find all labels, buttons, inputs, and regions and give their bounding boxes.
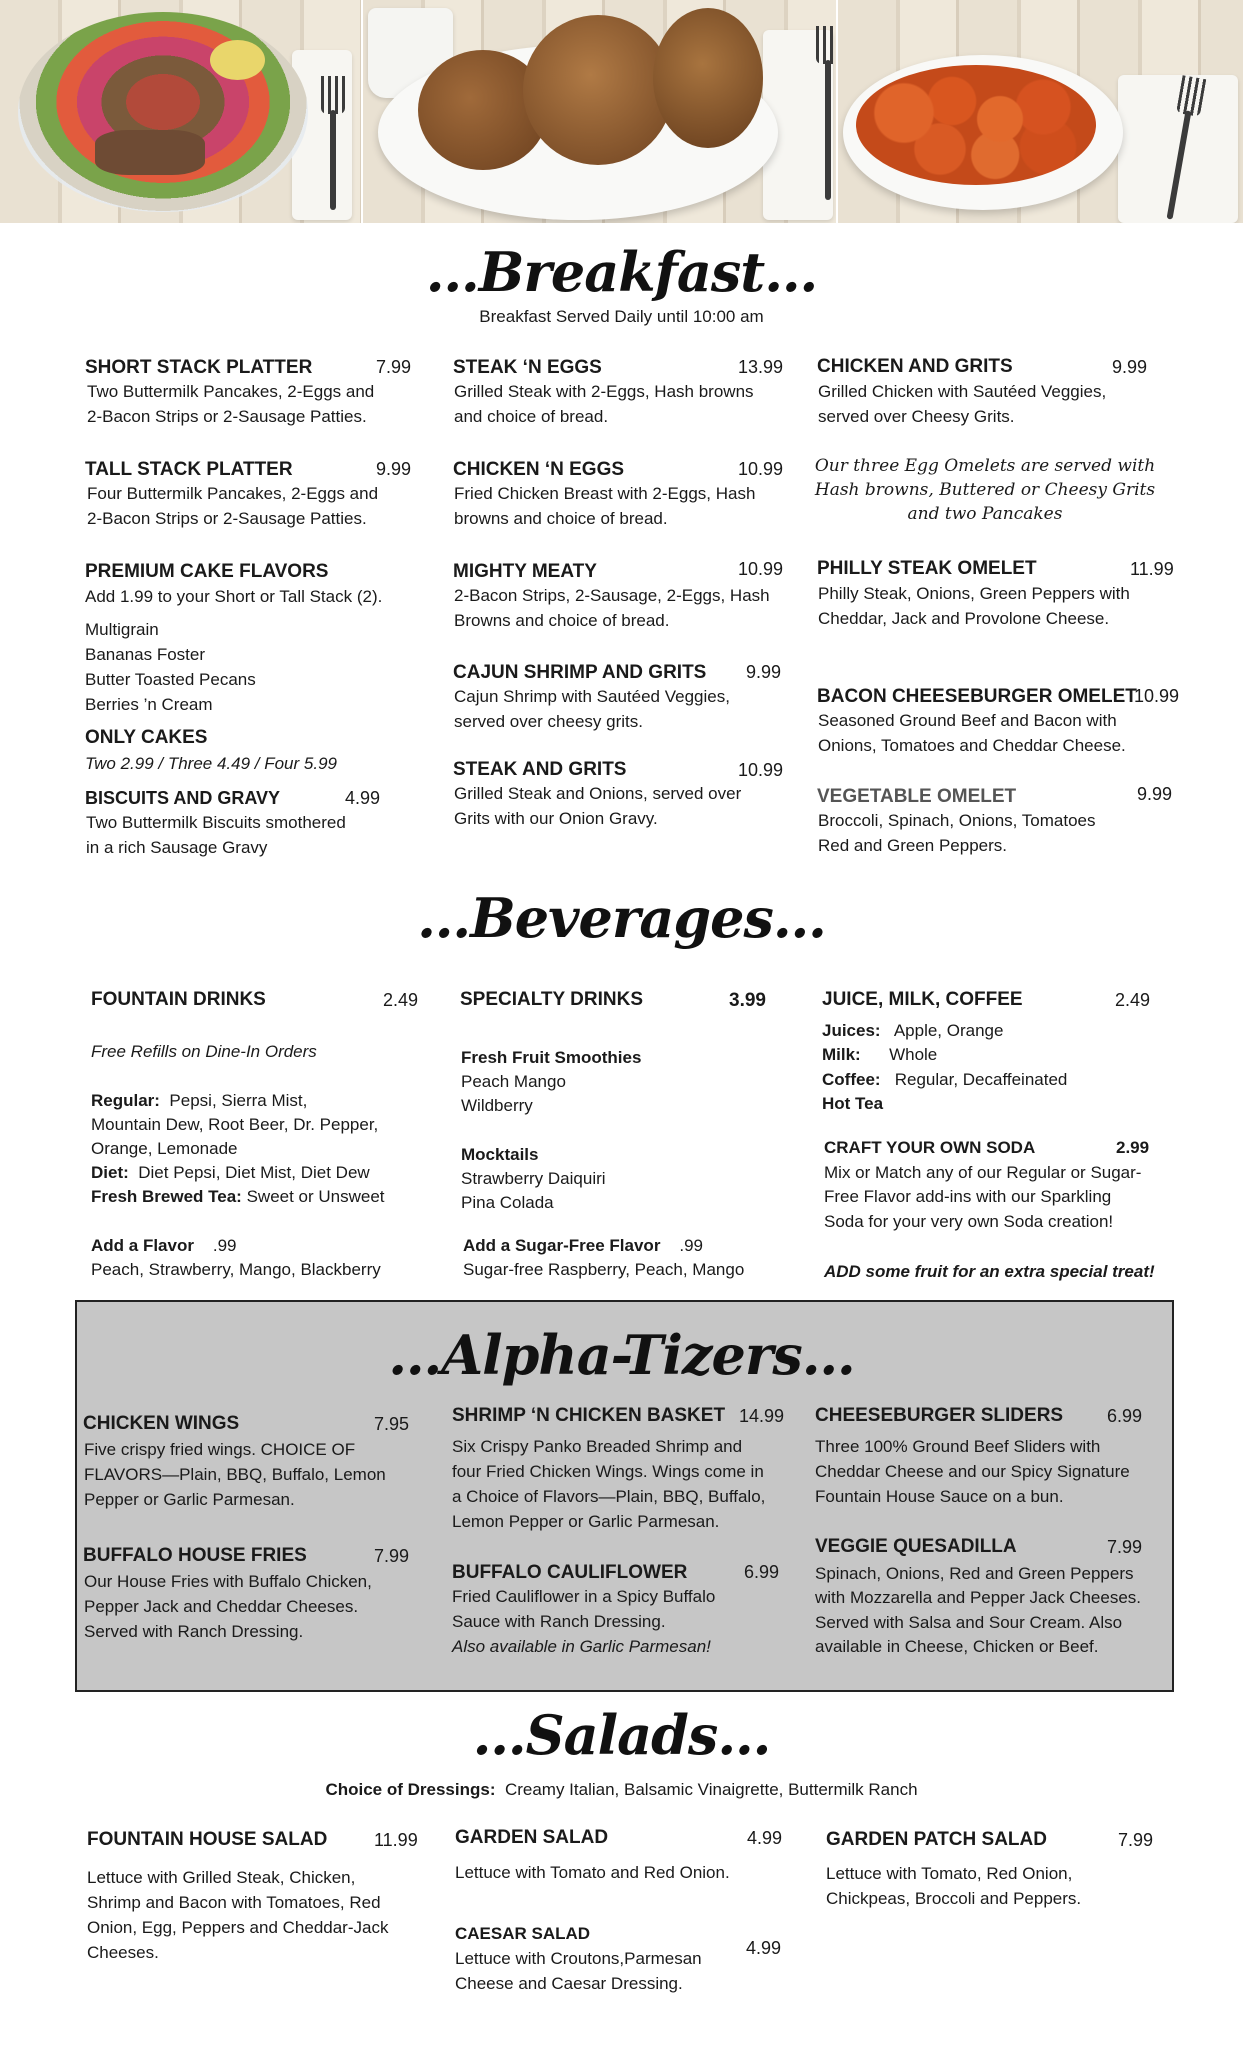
item-desc: Onions, Tomatoes and Cheddar Cheese. bbox=[818, 736, 1126, 755]
coffee-list: Coffee: Regular, Decaffeinated bbox=[822, 1070, 1068, 1089]
alpha-tizers-title: …Alpha-Tizers… bbox=[388, 1323, 855, 1387]
item-desc: Lettuce with Tomato and Red Onion. bbox=[455, 1863, 730, 1882]
item-price: 10.99 bbox=[738, 760, 784, 780]
item-desc: Red and Green Peppers. bbox=[818, 836, 1008, 855]
item-desc: served over Cheesy Grits. bbox=[818, 407, 1015, 426]
item-price: 9.99 bbox=[376, 459, 412, 479]
sugar-free-list: Sugar-free Raspberry, Peach, Mango bbox=[463, 1260, 745, 1279]
item-name: TALL STACK PLATTER bbox=[85, 459, 293, 480]
item-desc: Fried Cauliflower in a Spicy Buffalo bbox=[452, 1587, 716, 1606]
item-desc: Spinach, Onions, Red and Green Peppers bbox=[815, 1564, 1134, 1583]
item-desc: Pepper Jack and Cheddar Cheeses. bbox=[84, 1597, 359, 1616]
item-price: 4.99 bbox=[746, 1938, 782, 1958]
dressings-line: Choice of Dressings: Creamy Italian, Balsamic Vinaigrette, Buttermilk Ranch bbox=[325, 1780, 918, 1799]
item-desc: Soda for your very own Soda creation! bbox=[824, 1212, 1114, 1231]
item-desc: and choice of bread. bbox=[454, 407, 609, 426]
fried-chicken-photo bbox=[363, 0, 835, 223]
item-price: 2.99 bbox=[1116, 1138, 1150, 1157]
item-price: 3.99 bbox=[729, 990, 766, 1011]
item-name: JUICE, MILK, COFFEE bbox=[822, 989, 1023, 1010]
item-price: 10.99 bbox=[1134, 686, 1180, 706]
item-name: FOUNTAIN DRINKS bbox=[91, 989, 266, 1010]
item-desc: 2-Bacon Strips, 2-Sausage, 2-Eggs, Hash bbox=[454, 586, 770, 605]
item-price: 9.99 bbox=[1137, 784, 1173, 804]
milk-list: Milk: Whole bbox=[822, 1045, 938, 1064]
item-desc: four Fried Chicken Wings. Wings come in bbox=[452, 1462, 764, 1481]
flavor-item: Berries ’n Cream bbox=[85, 695, 213, 714]
item-desc: Shrimp and Bacon with Tomatoes, Red bbox=[87, 1893, 381, 1912]
item-name: SPECIALTY DRINKS bbox=[460, 989, 643, 1010]
item-desc: Lettuce with Tomato, Red Onion, bbox=[826, 1864, 1073, 1883]
item-desc: Add 1.99 to your Short or Tall Stack (2). bbox=[85, 587, 383, 606]
beverages-title: …Beverages… bbox=[417, 886, 826, 950]
item-desc: browns and choice of bread. bbox=[454, 509, 668, 528]
regular-list: Mountain Dew, Root Beer, Dr. Pepper, bbox=[91, 1115, 379, 1134]
item-desc: Sauce with Ranch Dressing. bbox=[452, 1612, 666, 1631]
item-name: PREMIUM CAKE FLAVORS bbox=[85, 561, 329, 582]
item-desc: Grilled Chicken with Sautéed Veggies, bbox=[818, 382, 1107, 401]
item-price: 11.99 bbox=[374, 1830, 418, 1850]
item-desc: Mix or Match any of our Regular or Sugar- bbox=[824, 1163, 1142, 1182]
item-name: GARDEN PATCH SALAD bbox=[826, 1829, 1047, 1850]
regular-list: Regular: Pepsi, Sierra Mist, bbox=[91, 1091, 308, 1110]
item-desc: Cheddar Cheese and our Spicy Signature bbox=[815, 1462, 1130, 1481]
flavor-item: Bananas Foster bbox=[85, 645, 206, 664]
item-desc: Six Crispy Panko Breaded Shrimp and bbox=[452, 1437, 743, 1456]
item-price: 6.99 bbox=[1107, 1406, 1143, 1426]
item-name: CHICKEN ‘N EGGS bbox=[453, 459, 625, 480]
omelet-note: Our three Egg Omelets are served with Hash browns, Buttered or Cheesy Grits and two Pancakes bbox=[814, 456, 1156, 524]
item-name: VEGGIE QUESADILLA bbox=[815, 1536, 1017, 1557]
fruit-note: ADD some fruit for an extra special treat! bbox=[824, 1262, 1155, 1281]
item-desc: Two 2.99 / Three 4.49 / Four 5.99 bbox=[85, 754, 337, 773]
item-desc: Free Flavor add-ins with our Sparkling bbox=[824, 1187, 1112, 1206]
smoothie-item: Wildberry bbox=[461, 1096, 533, 1115]
item-desc: Chickpeas, Broccoli and Peppers. bbox=[826, 1889, 1082, 1908]
photo-banner bbox=[0, 0, 1243, 223]
item-note: Also available in Garlic Parmesan! bbox=[452, 1637, 711, 1656]
item-name: CHICKEN WINGS bbox=[83, 1413, 240, 1434]
item-desc: a Choice of Flavors—Plain, BBQ, Buffalo, bbox=[452, 1487, 766, 1506]
add-flavor: Add a Flavor .99 bbox=[91, 1236, 237, 1255]
item-desc: Five crispy fried wings. CHOICE OF bbox=[84, 1440, 356, 1459]
flavor-item: Multigrain bbox=[85, 620, 159, 639]
juices-list: Juices: Apple, Orange bbox=[822, 1021, 1004, 1040]
breakfast-subtitle: Breakfast Served Daily until 10:00 am bbox=[479, 307, 764, 326]
item-name: GARDEN SALAD bbox=[455, 1827, 609, 1848]
sugar-free-flavor: Add a Sugar-Free Flavor .99 bbox=[463, 1236, 703, 1255]
item-desc: Cajun Shrimp with Sautéed Veggies, bbox=[454, 687, 730, 706]
salad-photo bbox=[0, 0, 361, 223]
item-name: CHEESEBURGER SLIDERS bbox=[815, 1405, 1064, 1426]
item-desc: Seasoned Ground Beef and Bacon with bbox=[818, 711, 1117, 730]
item-desc: Grits with our Onion Gravy. bbox=[454, 809, 658, 828]
item-desc: FLAVORS—Plain, BBQ, Buffalo, Lemon bbox=[84, 1465, 386, 1484]
item-name: ONLY CAKES bbox=[85, 727, 208, 748]
item-name: BISCUITS AND GRAVY bbox=[85, 788, 281, 808]
tea-list: Fresh Brewed Tea: Sweet or Unsweet bbox=[91, 1187, 385, 1206]
item-desc: Four Buttermilk Pancakes, 2-Eggs and bbox=[87, 484, 379, 503]
item-desc: with Mozzarella and Pepper Jack Cheeses. bbox=[815, 1588, 1141, 1607]
salads-title: …Salads… bbox=[472, 1703, 771, 1767]
flavor-list: Peach, Strawberry, Mango, Blackberry bbox=[91, 1260, 381, 1279]
diet-list: Diet: Diet Pepsi, Diet Mist, Diet Dew bbox=[91, 1163, 370, 1182]
item-desc: Philly Steak, Onions, Green Peppers with bbox=[818, 584, 1130, 603]
item-desc: available in Cheese, Chicken or Beef. bbox=[815, 1637, 1099, 1656]
item-price: 7.99 bbox=[376, 357, 412, 377]
item-name: SHORT STACK PLATTER bbox=[85, 357, 313, 378]
mocktail-item: Pina Colada bbox=[461, 1193, 554, 1212]
item-desc: Grilled Steak with 2-Eggs, Hash browns bbox=[454, 382, 754, 401]
item-desc: Broccoli, Spinach, Onions, Tomatoes bbox=[818, 811, 1096, 830]
item-desc: in a rich Sausage Gravy bbox=[86, 838, 268, 857]
item-desc: Browns and choice of bread. bbox=[454, 611, 670, 630]
item-desc: Pepper or Garlic Parmesan. bbox=[84, 1490, 295, 1509]
item-desc: Served with Ranch Dressing. bbox=[84, 1622, 304, 1641]
item-price: 2.49 bbox=[383, 990, 419, 1010]
item-price: 13.99 bbox=[738, 357, 784, 377]
item-name: FOUNTAIN HOUSE SALAD bbox=[87, 1829, 328, 1850]
item-price: 7.99 bbox=[374, 1546, 410, 1566]
item-price: 10.99 bbox=[738, 559, 784, 579]
cauliflower-bites-photo bbox=[838, 0, 1243, 223]
item-name: SHRIMP ‘N CHICKEN BASKET bbox=[452, 1405, 726, 1426]
item-desc: Cheeses. bbox=[87, 1943, 159, 1962]
item-desc: 2-Bacon Strips or 2-Sausage Patties. bbox=[87, 509, 367, 528]
item-name: VEGETABLE OMELET bbox=[817, 786, 1017, 807]
item-price: 6.99 bbox=[744, 1562, 780, 1582]
smoothies-label: Fresh Fruit Smoothies bbox=[461, 1048, 642, 1067]
item-name: STEAK ‘N EGGS bbox=[453, 357, 602, 378]
item-price: 7.95 bbox=[374, 1414, 410, 1434]
regular-list: Orange, Lemonade bbox=[91, 1139, 238, 1158]
item-desc: Two Buttermilk Pancakes, 2-Eggs and bbox=[87, 382, 375, 401]
mocktails-label: Mocktails bbox=[461, 1145, 539, 1164]
item-name: CAJUN SHRIMP AND GRITS bbox=[453, 662, 707, 683]
item-desc: Lettuce with Grilled Steak, Chicken, bbox=[87, 1868, 356, 1887]
item-price: 11.99 bbox=[1130, 559, 1174, 579]
item-desc: Cheese and Caesar Dressing. bbox=[455, 1974, 683, 1993]
item-desc: Fried Chicken Breast with 2-Eggs, Hash bbox=[454, 484, 756, 503]
item-price: 7.99 bbox=[1118, 1830, 1154, 1850]
item-desc: Cheddar, Jack and Provolone Cheese. bbox=[818, 609, 1110, 628]
item-name: CRAFT YOUR OWN SODA bbox=[824, 1138, 1036, 1157]
item-price: 4.99 bbox=[345, 788, 381, 808]
item-desc: Served with Salsa and Sour Cream. Also bbox=[815, 1613, 1123, 1632]
item-price: 14.99 bbox=[739, 1406, 785, 1426]
item-desc: Three 100% Ground Beef Sliders with bbox=[815, 1437, 1101, 1456]
item-desc: Lettuce with Croutons,Parmesan bbox=[455, 1949, 702, 1968]
refills-note: Free Refills on Dine-In Orders bbox=[91, 1042, 317, 1061]
item-price: 9.99 bbox=[746, 662, 782, 682]
item-name: BUFFALO CAULIFLOWER bbox=[452, 1562, 688, 1583]
item-price: 4.99 bbox=[747, 1828, 783, 1848]
hot-tea: Hot Tea bbox=[822, 1094, 884, 1113]
item-price: 10.99 bbox=[738, 459, 784, 479]
item-desc: 2-Bacon Strips or 2-Sausage Patties. bbox=[87, 407, 367, 426]
item-desc: Grilled Steak and Onions, served over bbox=[454, 784, 742, 803]
item-name: CAESAR SALAD bbox=[455, 1924, 591, 1943]
item-name: CHICKEN AND GRITS bbox=[817, 356, 1013, 377]
breakfast-title: …Breakfast… bbox=[425, 240, 818, 304]
item-name: STEAK AND GRITS bbox=[453, 759, 627, 780]
smoothie-item: Peach Mango bbox=[461, 1072, 566, 1091]
item-desc: served over cheesy grits. bbox=[454, 712, 643, 731]
flavor-item: Butter Toasted Pecans bbox=[85, 670, 256, 689]
item-name: BUFFALO HOUSE FRIES bbox=[83, 1545, 307, 1566]
item-price: 9.99 bbox=[1112, 357, 1148, 377]
item-desc: Two Buttermilk Biscuits smothered bbox=[86, 813, 346, 832]
item-desc: Fountain House Sauce on a bun. bbox=[815, 1487, 1064, 1506]
item-price: 2.49 bbox=[1115, 990, 1151, 1010]
item-name: BACON CHEESEBURGER OMELET bbox=[817, 686, 1137, 707]
item-name: PHILLY STEAK OMELET bbox=[817, 558, 1037, 579]
item-desc: Our House Fries with Buffalo Chicken, bbox=[84, 1572, 372, 1591]
item-name: MIGHTY MEATY bbox=[453, 561, 597, 582]
item-price: 7.99 bbox=[1107, 1537, 1143, 1557]
item-desc: Onion, Egg, Peppers and Cheddar-Jack bbox=[87, 1918, 389, 1937]
mocktail-item: Strawberry Daiquiri bbox=[461, 1169, 606, 1188]
item-desc: Lemon Pepper or Garlic Parmesan. bbox=[452, 1512, 720, 1531]
